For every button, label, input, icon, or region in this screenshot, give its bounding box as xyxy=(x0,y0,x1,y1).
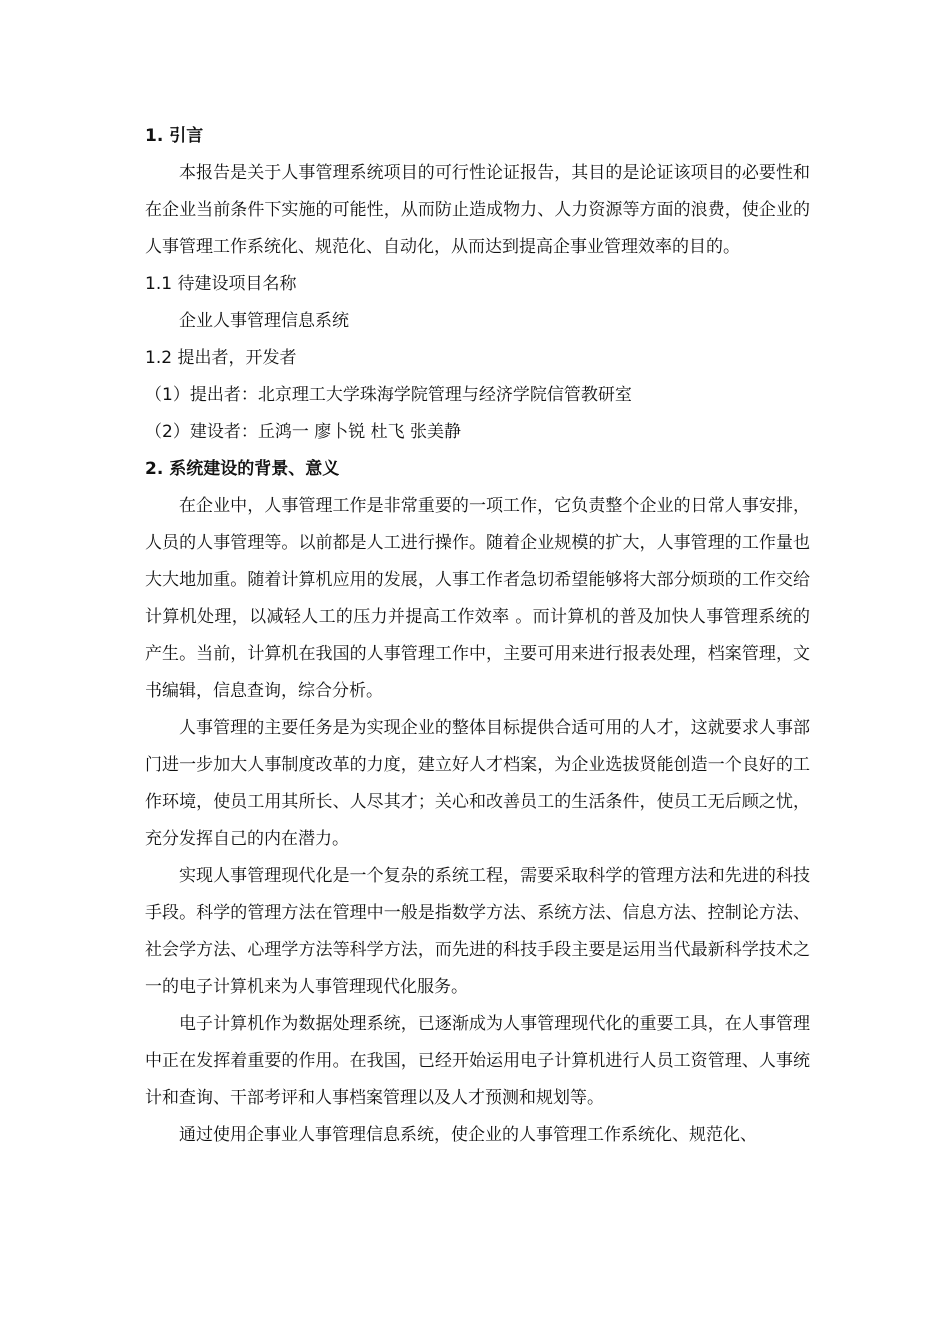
background-paragraph-5: 通过使用企事业人事管理信息系统，使企业的人事管理工作系统化、规范化、 xyxy=(179,1125,757,1145)
subsection-1-2-heading: 1.2 提出者，开发者 xyxy=(145,348,297,368)
background-paragraph-4: 电子计算机作为数据处理系统，已逐渐成为人事管理现代化的重要工具，在人事管理中正在发挥着重要的作用。在我国，已经开始运用电子计算机进行人员工资管理、人事统计和查询、干部考评和人事档案管理以及人才预测和规划等。 xyxy=(145,1014,810,1108)
builders-line: （2）建设者：丘鸿一 廖卜锐 杜飞 张美静 xyxy=(145,422,462,442)
background-paragraph-3: 实现人事管理现代化是一个复杂的系统工程，需要采取科学的管理方法和先进的科技手段。科学的管理方法在管理中一般是指数学方法、系统方法、信息方法、控制论方法、社会学方法、心理学方法等科学方法，而先进的科技手段主要是运用当代最新科学技术之一的电子计算机来为人事管理现代化服务。 xyxy=(145,866,810,997)
subsection-1-1-heading: 1.1 待建设项目名称 xyxy=(145,274,297,294)
background-paragraph-2: 人事管理的主要任务是为实现企业的整体目标提供合适可用的人才，这就要求人事部门进一步加大人事制度改革的力度，建立好人才档案，为企业选拔贤能创造一个良好的工作环境，使员工用其所长、人尽其才；关心和改善员工的生活条件，使员工无后顾之忧，充分发挥自己的内在潜力。 xyxy=(145,718,810,849)
background-paragraph-1: 在企业中，人事管理工作是非常重要的一项工作，它负责整个企业的日常人事安排，人员的人事管理等。以前都是人工进行操作。随着企业规模的扩大，人事管理的工作量也大大地加重。随着计算机应用的发展，人事工作者急切希望能够将大部分烦琐的工作交给计算机处理，以减轻人工的压力并提高工作效率 。而计算机的普及加快人事管理系统的产生。当前，计算机在我国的人事管理工作中，主要可用来进行报表处理，档案管理，文书编辑，信息查询，综合分析。 xyxy=(145,496,810,701)
section-1-heading: 1. 引言 xyxy=(145,126,204,146)
section-2-heading: 2. 系统建设的背景、意义 xyxy=(145,459,340,479)
intro-paragraph: 本报告是关于人事管理系统项目的可行性论证报告，其目的是论证该项目的必要性和在企业当前条件下实施的可能性，从而防止造成物力、人力资源等方面的浪费，使企业的人事管理工作系统化、规范化、自动化，从而达到提高企事业管理效率的目的。 xyxy=(145,163,810,257)
project-name: 企业人事管理信息系统 xyxy=(179,311,349,331)
proposer-line: （1）提出者：北京理工大学珠海学院管理与经济学院信管教研室 xyxy=(145,385,632,405)
document-body xyxy=(145,118,810,1154)
